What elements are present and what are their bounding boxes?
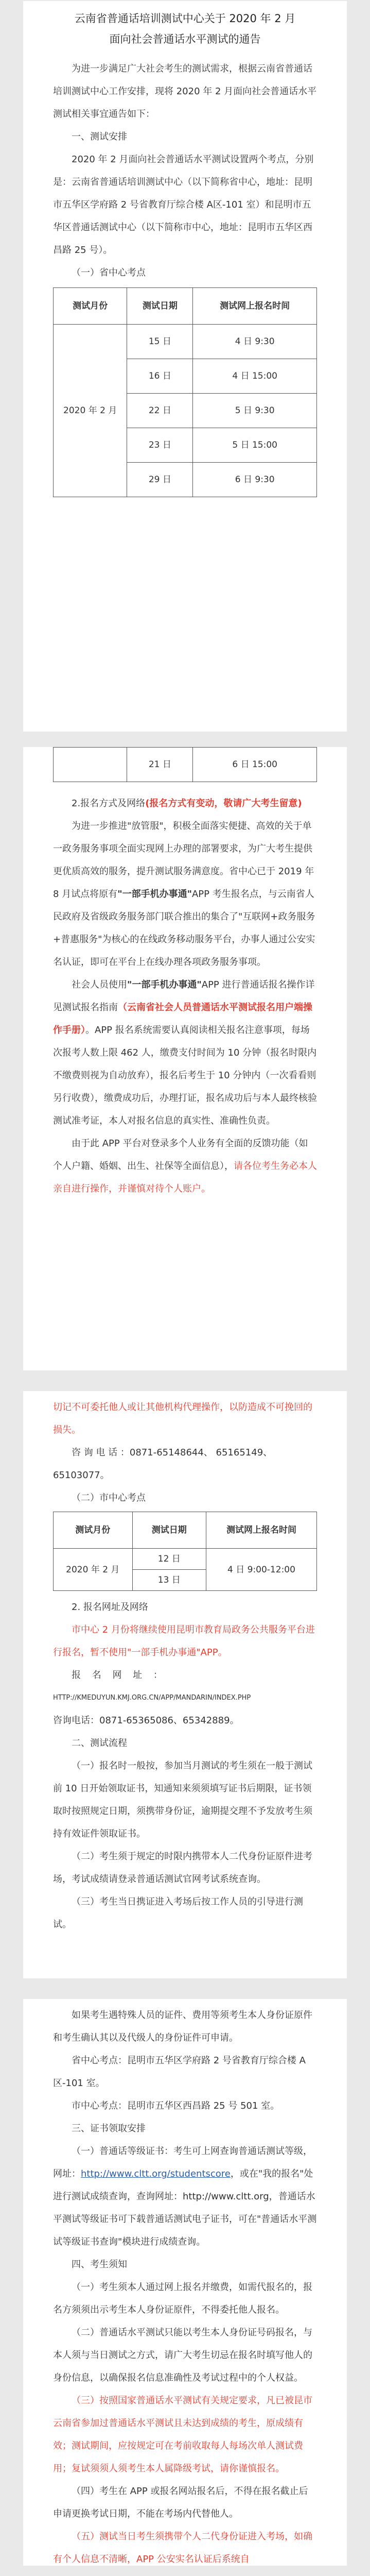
section3-heading: 三、证书领取安排 (72, 2123, 146, 2134)
city-consult-phone: 咨询电话：0871-65365086、65342889。 (53, 1715, 239, 1726)
app-intro-paragraph (53, 815, 317, 974)
city-address: 市中心考点：昆明市五华区西昌路 25 号 501 室。 (72, 2100, 280, 2111)
table1-date-cell: 16 日 (127, 359, 193, 394)
table2-header-time: 测试网上报名时间 (206, 1512, 316, 1549)
app-usage-name: "一部手机办事通" (127, 979, 202, 990)
notice-card-1b (23, 747, 347, 1370)
section1-heading: 一、测试安排 (72, 131, 127, 142)
section4-heading: 四、考生须知 (72, 2259, 127, 2270)
section2-heading: 二、测试流程 (72, 1738, 127, 1749)
registration-method-label: 2.报名方式及网络 (72, 798, 146, 809)
app-usage-rules: 。APP 报名系统需要认真阅读相关报名注意事项，每场次报考人数上限 462 人，缴费支付时间为 10 分钟（报名时限内不缴费则视为自动放弃），报名后考生于 10 分钟内（一次看看则另行收费），缴费成功后，办理打证，报名成功后与本人最终核验测试准考证，本人对报名信息的真实性、准确性负责。 (53, 1025, 317, 1126)
city-registration-heading: 2. 报名网址及网络 (72, 1602, 148, 1613)
account-warning-text-2: 业务有全面的反馈功能（如个人户籍、婚姻、出生、社保等全面信息）， (53, 1138, 308, 1172)
certificate-text: （一）普通话等级证书：考生可上网查询普通话测试等级，网址： (53, 2146, 312, 2179)
flow-step-3: （三）考生当日携证进入考场后按工作人员的引导进行测试。 (53, 1896, 303, 1930)
app-intro-text-end: APP 考生报名点，与云南省人民政府及省级政务服务部门联合推出的集合了"互联网+政务服务+普惠服务"为核心的在线政务移动服务平台，办事人通过公安实名认证，即可在平台上在线办理各项政务服务事项。 (53, 889, 315, 968)
flow-step-2: （二）考生须于规定的时限内携带本人二代身份证原件进考场，考试成绩请登录普通话测试官网考试系统查询。 (53, 1851, 312, 1885)
score-query-link[interactable]: http://www.cltt.org/studentscore (81, 2168, 231, 2179)
notice-item-2: （二）普通话水平测试只能以考生本人身份证号码报名，与本人须与当日测试之方式，请广大考生切忌在报名时填写他人的身份信息，以确保报名信息准确性及考试过程中的个人权益。 (53, 2327, 312, 2383)
registration-change-notice: (报名方式有变动，敬请广大考生留意) (145, 798, 302, 809)
app-usage-text: 社会人员使用 (72, 979, 127, 990)
section1-paragraph: 2020 年 2 月面向社会普通话水平测试设置两个考点，分别是：云南省普通话培训测试中心（以下简称省中心，地址：昆明市五华区学府路 2 号省教育厅综合楼 A区-101 室）和昆明市五华区普通话测试中心（以下简称市中心，地址：昆明市五华区西昌路 25 号）。 (53, 154, 314, 256)
table2-month-cell: 2020 年 2 月 (54, 1549, 133, 1591)
table1-date-cell: 15 日 (127, 325, 193, 359)
notice-item-5: （五）测试当日考生须携带个人二代身份证进入考场，如确有个人信息不清晰，APP 公安实名认证后系统自 (53, 2531, 312, 2565)
table2-header-month: 测试月份 (54, 1512, 133, 1549)
table1-header-date: 测试日期 (127, 288, 193, 325)
app-usage-guide: APP 进行普通话报名操作详见测试报名指南 (53, 979, 315, 1013)
app-manual-link[interactable]: （云南省社会人员普通话水平测试报名用户端操作手册） (53, 1002, 312, 1036)
table1-date-cell: 29 日 (127, 463, 193, 497)
province-schedule-table-continued (53, 747, 317, 782)
notice-title-line2: 面向社会普通话水平测试的通告 (109, 33, 261, 45)
registration-method-heading (53, 792, 317, 815)
province-schedule-table (53, 287, 317, 497)
table1-month-cell: 2020 年 2 月 (54, 325, 127, 497)
special-case-paragraph: 如果考生遇特殊人员的证件、费用等须考生本人身份证原件和考生确认其以及代级人的身份证件可申请。 (53, 2010, 312, 2043)
notice-card-2 (23, 1391, 347, 1978)
certificate-paragraph (53, 2140, 317, 2253)
account-warning-paragraph (53, 1132, 317, 1200)
certificate-text-end: ，或在"我的报名"处进行测试成绩查询，查询网址：http://www.cltt.org，普通话水平测试等级证书可下载普通话测试电子证书，可在"普通话水平测试等级证书查询"模块进行成绩查询。 (53, 2168, 317, 2247)
intro-paragraph: 为进一步满足广大社会考生的测试需求，根据云南省普通话培训测试中心工作安排，现将 2020 年 2 月面向社会普通话水平测试相关事宜通告如下： (53, 63, 317, 120)
table2-date-cell: 12 日 (132, 1549, 206, 1570)
table1-time-cell: 4 日 15:00 (193, 359, 317, 394)
table1-time-cell: 6 日 15:00 (193, 748, 317, 782)
city-center-subheading: （二）市中心考点 (72, 1493, 146, 1503)
table1-time-cell: 4 日 9:30 (193, 325, 317, 359)
province-address: 省中心考点：昆明市五华区学府路 2 号省教育厅综合楼 A区-101 室。 (53, 2055, 306, 2089)
table2-header-date: 测试日期 (132, 1512, 206, 1549)
city-registration-notice: 市中心 2 月份将继续使用昆明市教育局政务公共服务平台进行报名，暂不使用"一部手机办事通"APP。 (53, 1624, 315, 1658)
city-schedule-table (53, 1512, 317, 1591)
table1-header-time: 测试网上报名时间 (193, 288, 317, 325)
province-center-subheading: （一）省中心考点 (72, 267, 146, 278)
table1-time-cell: 5 日 9:30 (193, 394, 317, 428)
proxy-warning: 切记不可委托他人或让其他机构代理操作，以防造成不可挽回的损失。 (53, 1402, 312, 1435)
table2-date-cell: 13 日 (132, 1570, 206, 1591)
app-intro-text: 为进一步推进"放管服"，积极全面落实便捷、高效的关于单一政务服务事项全面实现网上办理的部署要求，为广大考生提供更优质高效的服务，提升测试服务满意度。省中心已于 2019 年 8 月试点将原有 (53, 821, 314, 900)
account-warning-text: 由于此 APP 平台对登录多个人 (72, 1138, 197, 1149)
table1-header-month: 测试月份 (54, 288, 127, 325)
notice-item-4: （四）考生在 APP 或报名网站报名后，不得在报名截止后申请更换考试日期，不能在考场内代替他人。 (53, 2486, 308, 2519)
table1-time-cell: 6 日 9:30 (193, 463, 317, 497)
table1-empty-cell (54, 748, 127, 782)
table1-date-cell: 22 日 (127, 394, 193, 428)
table1-date-cell: 23 日 (127, 428, 193, 463)
notice-item-1: （一）考生须本人通过网上报名并缴费，如需代报名的，报名方须须出示考生本人身份证原件，不得委托他人报名。 (53, 2282, 312, 2315)
app-usage-paragraph (53, 974, 317, 1132)
city-registration-url-label: 报 名 网 址 ： (72, 1670, 167, 1681)
notice-title-line1: 云南省普通话培训测试中心关于 2020 年 2 月 (74, 12, 296, 25)
province-consult-phone: 咨 询 电 话 ：0871-65148644、 65165149、65103077。 (53, 1447, 273, 1481)
app-name-text: "一部手机办事通" (117, 889, 192, 900)
account-warning-red: 请各位考生务必本人亲自进行操作，并谨慎对待个人账户。 (53, 1161, 317, 1194)
notice-item-3: （三）按照国家普通话水平测试有关规定要求，凡已被昆市云南省参加过普通话水平测试且未达到成绩的考生，原成绩有效；测试期间，应按规定可在考前收取每人每场次单人测试费用；复试须须人须考生本人属降级考试，请你谨慎报名。 (53, 2395, 312, 2474)
table1-time-cell: 5 日 15:00 (193, 428, 317, 463)
notice-card-1 (23, 1, 347, 732)
city-registration-url[interactable]: HTTP://KMEDUYUN.KMJ.ORG.CN/APP/MANDARIN/INDEX.PHP (53, 1694, 251, 1702)
table1-date-cell: 21 日 (127, 748, 193, 782)
table2-time-cell: 4 日 9:00-12:00 (206, 1549, 316, 1591)
flow-step-1: （一）报名时一般按，参加当月测试的考生须在一般于测试前 10 日开始领取证书，知通知来须须填写证书后期限，证书领取时按照规定日期，须携带身份证，逾期提交理不予发放考生须持有效证件领取证书。 (53, 1760, 312, 1839)
notice-card-3 (23, 1999, 347, 2566)
